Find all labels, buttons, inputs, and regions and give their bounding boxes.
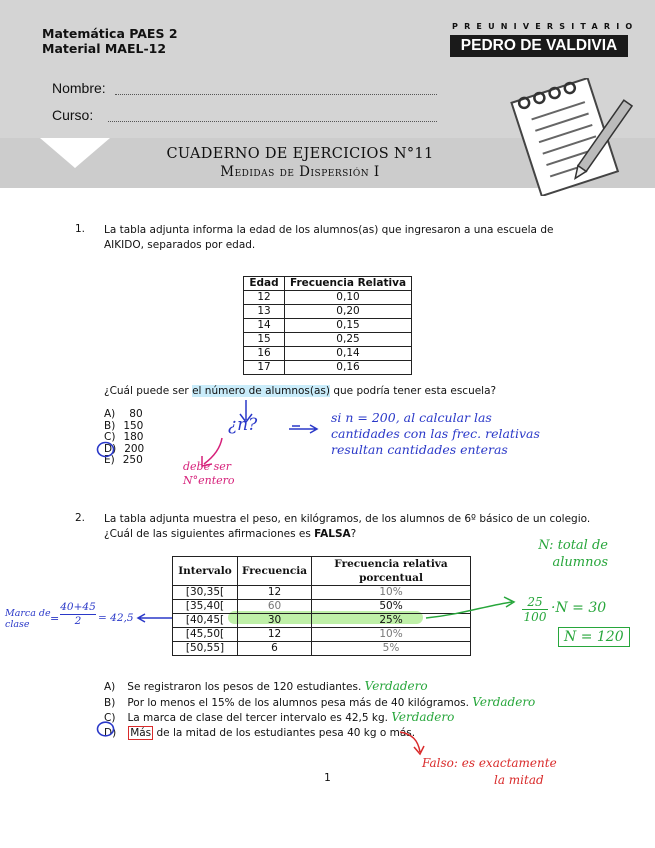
arrow-right-icon: [136, 613, 174, 623]
q1-table: [243, 276, 412, 375]
table-header-row: [173, 557, 471, 586]
note-line: Marca de: [5, 608, 51, 619]
q2-number: 2.: [75, 512, 86, 524]
booklet-subtitle: Medidas de Dispersión I: [220, 164, 380, 180]
option-letter: D): [104, 726, 117, 739]
option-letter: A): [104, 408, 116, 420]
fraction-denominator: 2: [74, 615, 82, 627]
table-header: Frecuencia: [238, 557, 312, 586]
q2-note-fraction2-result: ·N = 30: [551, 600, 607, 616]
table-cell: 12: [244, 291, 285, 305]
q2-note-total: [508, 537, 608, 571]
table-cell: 0,20: [285, 305, 412, 319]
fraction-numerator: 40+45: [60, 601, 96, 613]
table-row: [244, 361, 412, 375]
q1-note-n: ¿n?: [228, 415, 258, 435]
q2-note-marca: [5, 608, 51, 630]
note-line: resultan cantidades enteras: [331, 442, 508, 457]
table-row: [244, 319, 412, 333]
q1-text: La tabla adjunta informa la edad de los alumnos(as) que ingresaron a una escuela de AIKIDO, separados por edad.: [104, 224, 554, 251]
table-cell: 10%: [312, 628, 471, 642]
table-header: Intervalo: [173, 557, 238, 586]
brand-logo: PEDRO DE VALDIVIA: [450, 35, 628, 57]
table-cell: 13: [244, 305, 285, 319]
option-letter: A): [104, 681, 116, 693]
q1-question-post: que podría tener esta escuela?: [329, 385, 497, 397]
note-line: Falso: es exactamente: [422, 756, 557, 770]
option-letter: B): [104, 696, 116, 709]
course-line[interactable]: [108, 121, 437, 122]
table-cell: 0,10: [285, 291, 412, 305]
q1-note-explanation: [331, 410, 540, 458]
course-label: Curso:: [52, 107, 94, 123]
q1-question-highlight: el número de alumnos(as): [192, 385, 330, 397]
table-cell: 0,15: [285, 319, 412, 333]
table-row: [173, 642, 471, 656]
q2-text-bold: FALSA: [314, 528, 351, 540]
table-cell: 14: [244, 319, 285, 333]
option-text: Por lo menos el 15% de los alumnos pesa más de 40 kilógramos.: [127, 696, 469, 709]
table-row: [173, 628, 471, 642]
option-c[interactable]: [104, 710, 535, 726]
option-a[interactable]: [104, 679, 535, 695]
fraction-denominator: 100: [523, 610, 547, 624]
option-letter: C): [104, 712, 116, 724]
table-cell: 0,14: [285, 347, 412, 361]
table-cell: 0,25: [285, 333, 412, 347]
table-cell: [40,45[: [173, 614, 238, 628]
booklet-title: CUADERNO DE EJERCICIOS N°11: [166, 146, 434, 162]
note-line: clase: [5, 619, 30, 630]
table-cell: 60: [238, 600, 312, 614]
option-note: Verdadero: [472, 694, 536, 709]
q1-question: [104, 384, 624, 399]
option-value: 250: [122, 454, 143, 467]
arrow-right-icon: [288, 424, 320, 434]
option-note: Verdadero: [364, 679, 428, 693]
q2-note-marca-eq: =: [50, 612, 60, 625]
table-cell: 5%: [312, 642, 471, 656]
table-header: Frecuencia Relativa: [285, 277, 412, 291]
boxed-word: Más: [130, 726, 152, 739]
option-letter: D): [104, 442, 117, 455]
q2-answer-circle: [96, 721, 116, 737]
option-text: de la mitad de los estudiantes pesa 40 kg o más.: [153, 726, 416, 739]
q2-note-boxed: N = 120: [558, 627, 630, 647]
table-row: [244, 291, 412, 305]
table-cell: 12: [238, 586, 312, 600]
q2-note-fraction2: [522, 595, 548, 624]
q2-options: [104, 679, 535, 740]
option-letter: B): [104, 419, 116, 432]
option-value: 180: [123, 431, 144, 444]
table-cell: 30: [238, 614, 312, 628]
option-value: 80: [129, 408, 143, 420]
table-cell: 6: [238, 642, 312, 656]
q2-note-arrow: [424, 594, 524, 624]
table-header: Edad: [244, 277, 285, 291]
table-cell: [30,35[: [173, 586, 238, 600]
brand-top-text: PREUNIVERSITARIO: [452, 22, 639, 31]
table-cell: [35,40[: [173, 600, 238, 614]
fraction-numerator: 25: [522, 595, 548, 610]
q1-answer-circle: [96, 441, 116, 458]
q2-note-fraction: [60, 601, 96, 628]
q2-text-post: ?: [350, 528, 357, 540]
q1-number: 1.: [75, 223, 86, 235]
option-b[interactable]: [104, 695, 535, 711]
page-number: 1: [324, 772, 331, 784]
note-line: la mitad: [494, 773, 544, 787]
table-row: [244, 305, 412, 319]
q2-false-arrow: [398, 730, 428, 758]
q2-text-pre: La tabla adjunta muestra el peso, en kilógramos, de los alumnos de 6º básico de un colegio. ¿Cuál de las siguientes afirmaciones es: [104, 513, 591, 540]
note-line: si n = 200, al calcular las: [331, 410, 492, 425]
table-cell: 50%: [312, 600, 471, 614]
q1-question-pre: ¿Cuál puede ser: [104, 385, 193, 397]
note-line: cantidades con las frec. relativas: [331, 426, 540, 441]
table-cell: 16: [244, 347, 285, 361]
table-row: [244, 333, 412, 347]
q2-note-marca-result: = 42,5: [98, 612, 134, 624]
q1-options: [104, 409, 144, 467]
name-label: Nombre:: [52, 80, 106, 96]
table-header: Frecuencia relativa porcentual: [312, 557, 471, 586]
note-line: N°entero: [183, 474, 235, 487]
option-note: Verdadero: [391, 710, 455, 724]
option-d[interactable]: [104, 726, 535, 741]
name-line[interactable]: [115, 94, 437, 95]
table-cell: 10%: [312, 586, 471, 600]
table-row: [244, 347, 412, 361]
note-line: debe ser: [183, 460, 232, 473]
option-letter: C): [104, 431, 116, 444]
table-cell: 17: [244, 361, 285, 375]
material-code: Material MAEL-12: [42, 41, 167, 56]
course-title: Matemática PAES 2: [42, 26, 178, 41]
table-cell: 25%: [312, 614, 471, 628]
table-cell: 0,16: [285, 361, 412, 375]
table-cell: 15: [244, 333, 285, 347]
option-value: 150: [123, 419, 144, 432]
option-value: 200: [124, 442, 145, 455]
table-cell: [45,50[: [173, 628, 238, 642]
option-letter: E): [104, 454, 115, 467]
note-line: N: total de: [538, 538, 608, 553]
table-cell: [50,55]: [173, 642, 238, 656]
table-header-row: [244, 277, 412, 291]
option-text: Se registraron los pesos de 120 estudiantes.: [127, 681, 362, 693]
option-text: La marca de clase del tercer intervalo es 42,5 kg.: [127, 712, 388, 724]
note-line: alumnos: [552, 555, 608, 570]
q1-note-integer: [183, 460, 235, 488]
table-cell: 12: [238, 628, 312, 642]
